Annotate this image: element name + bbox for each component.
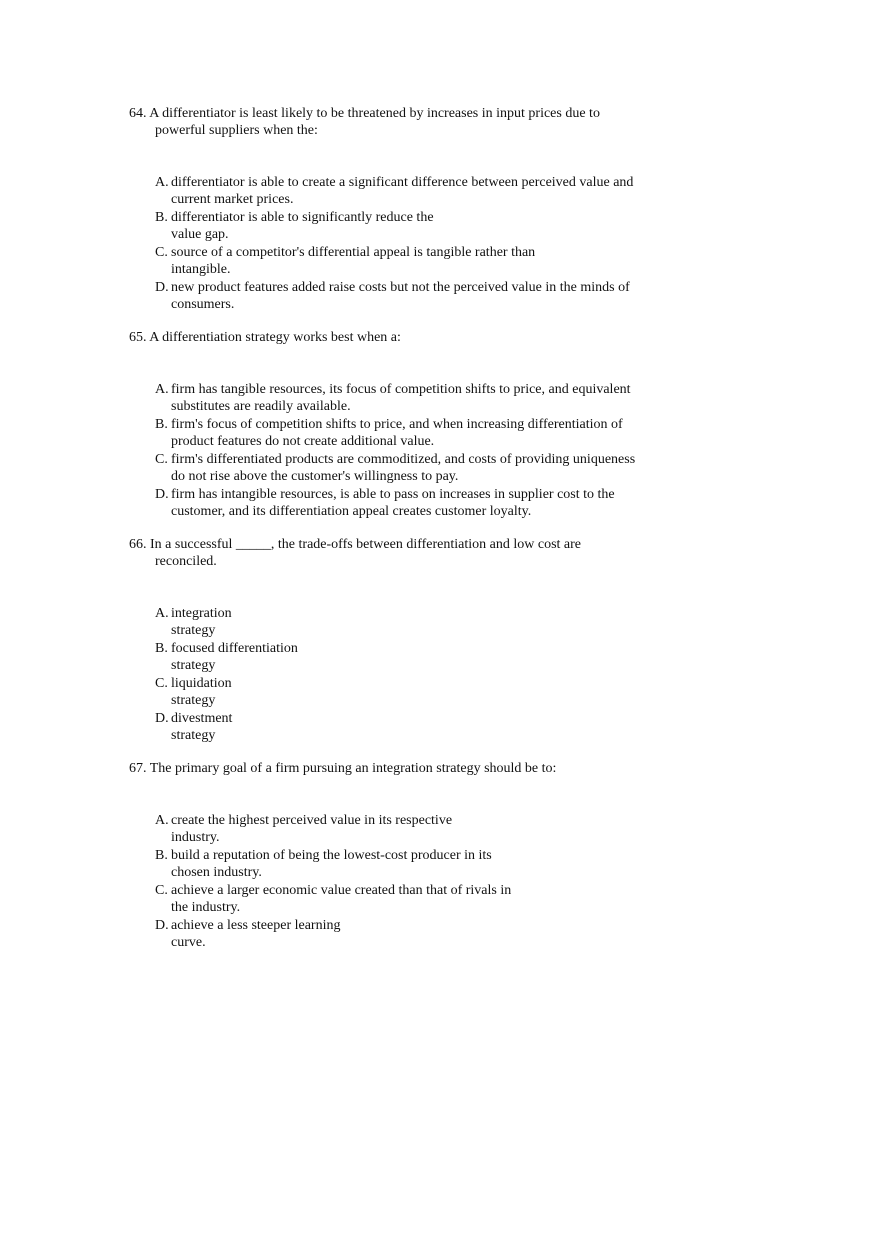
stem-line: A differentiation strategy works best when a: [149, 330, 401, 345]
stem-line: The primary goal of a firm pursuing an integration strategy should be to: [149, 761, 557, 776]
option-letter: C. [155, 883, 168, 898]
option-text: achieve a less steeper learning curve. [171, 918, 341, 950]
question-64 [129, 105, 659, 312]
option-text: differentiator is able to create a significant difference between perceived value and current market prices. [171, 175, 634, 207]
option-letter: D. [155, 918, 169, 933]
option-text: firm has intangible resources, is able to pass on increases in supplier cost to the customer, and its differentiation appeal creates customer loyalty. [171, 487, 615, 519]
option-letter: A. [155, 175, 169, 190]
option-text: firm has tangible resources, its focus of competition shifts to price, and equivalent substitutes are readily available. [171, 382, 631, 414]
question-66 [129, 536, 659, 743]
option-letter: C. [155, 245, 168, 260]
option-text: achieve a larger economic value created than that of rivals in the industry. [171, 883, 512, 915]
stem-line: reconciled. [155, 554, 217, 569]
answer-option-d [155, 710, 298, 744]
option-letter: A. [155, 813, 169, 828]
option-letter: B. [155, 210, 168, 225]
answer-option-c [155, 244, 633, 278]
answer-option-d [155, 917, 511, 951]
option-text: integration strategy [171, 606, 232, 638]
question-stem [129, 329, 659, 346]
answer-option-b [155, 847, 511, 881]
question-stem [129, 536, 659, 570]
answer-option-a [155, 381, 635, 415]
answer-option-c [155, 882, 511, 916]
option-text: build a reputation of being the lowest-cost producer in its chosen industry. [171, 848, 492, 880]
option-text: new product features added raise costs but not the perceived value in the minds of consumers. [171, 280, 630, 312]
option-text: firm's focus of competition shifts to price, and when increasing differentiation of product features do not create additional value. [171, 417, 623, 449]
answer-option-d [155, 279, 633, 313]
option-letter: A. [155, 382, 169, 397]
question-67 [129, 760, 659, 950]
answer-options [155, 174, 633, 314]
option-letter: D. [155, 711, 169, 726]
question-number: 67. [129, 761, 147, 776]
question-number: 66. [129, 537, 147, 552]
answer-option-a [155, 605, 298, 639]
answer-option-b [155, 209, 633, 243]
option-text: divestment strategy [171, 711, 233, 743]
stem-line: In a successful _____, the trade-offs between differentiation and low cost are [150, 537, 581, 552]
option-letter: B. [155, 417, 168, 432]
answer-option-d [155, 486, 635, 520]
option-letter: B. [155, 641, 168, 656]
answer-options [155, 381, 635, 521]
answer-option-c [155, 675, 298, 709]
option-text: liquidation strategy [171, 676, 232, 708]
answer-options [155, 605, 298, 745]
question-stem [129, 760, 659, 777]
answer-option-b [155, 416, 635, 450]
option-text: create the highest perceived value in its respective industry. [171, 813, 453, 845]
answer-option-b [155, 640, 298, 674]
question-number: 65. [129, 330, 147, 345]
stem-line: powerful suppliers when the: [155, 123, 318, 138]
option-letter: D. [155, 487, 169, 502]
question-stem [129, 105, 659, 139]
answer-option-c [155, 451, 635, 485]
option-letter: D. [155, 280, 169, 295]
answer-option-a [155, 812, 511, 846]
question-number: 64. [129, 106, 147, 121]
option-letter: C. [155, 676, 168, 691]
option-letter: B. [155, 848, 168, 863]
question-65 [129, 329, 659, 519]
option-text: differentiator is able to significantly reduce the value gap. [171, 210, 434, 242]
option-text: focused differentiation strategy [171, 641, 298, 673]
stem-line: A differentiator is least likely to be threatened by increases in input prices due to [149, 106, 600, 121]
option-text: source of a competitor's differential appeal is tangible rather than intangible. [171, 245, 536, 277]
option-letter: A. [155, 606, 169, 621]
answer-options [155, 812, 511, 952]
option-text: firm's differentiated products are commoditized, and costs of providing uniqueness do not rise above the customer's willingness to pay. [171, 452, 636, 484]
answer-option-a [155, 174, 633, 208]
option-letter: C. [155, 452, 168, 467]
